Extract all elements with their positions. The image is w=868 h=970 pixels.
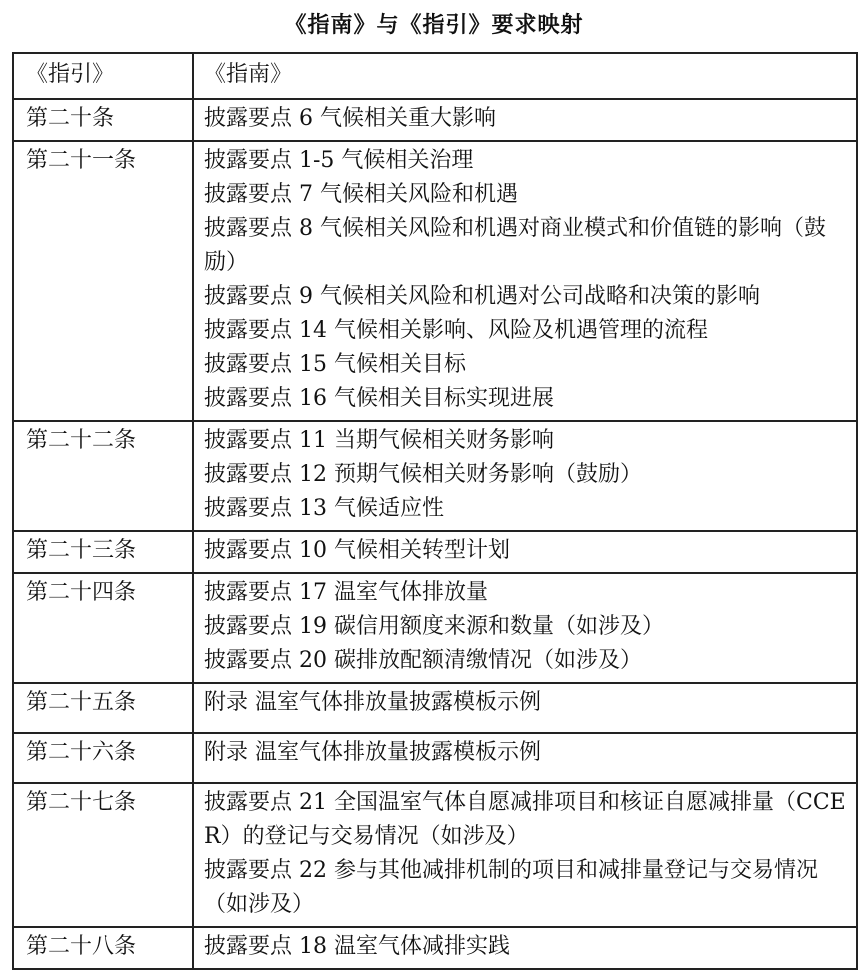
list-item: 披露要点 7 气候相关风险和机遇 — [204, 182, 518, 207]
page-title: 《指南》与《指引》要求映射 — [284, 12, 584, 38]
list-item: 披露要点 21 全国温室气体自愿减排项目和核证自愿减排量（CCER）的登记与交易情况（如涉及） — [204, 790, 846, 849]
table-row — [13, 421, 857, 531]
items-cell — [193, 573, 857, 683]
list-item: 披露要点 22 参与其他减排机制的项目和减排量登记与交易情况（如涉及） — [204, 858, 818, 917]
items-cell — [193, 683, 857, 733]
article-cell: 第二十四条 — [13, 573, 193, 683]
table-row — [13, 683, 857, 733]
article-cell: 第二十六条 — [13, 733, 193, 783]
header-cell-guide: 《指南》 — [193, 53, 857, 99]
list-item: 披露要点 19 碳信用额度来源和数量（如涉及） — [204, 614, 664, 639]
items-cell — [193, 141, 857, 421]
article-cell: 第二十三条 — [13, 531, 193, 573]
items-cell — [193, 99, 857, 141]
table-row — [13, 927, 857, 969]
table-row — [13, 573, 857, 683]
table-row — [13, 531, 857, 573]
article-cell: 第二十一条 — [13, 141, 193, 421]
article-cell: 第二十七条 — [13, 783, 193, 927]
mapping-table — [12, 52, 858, 970]
list-item: 披露要点 11 当期气候相关财务影响 — [204, 428, 554, 453]
list-item: 披露要点 13 气候适应性 — [204, 496, 444, 521]
items-cell — [193, 531, 857, 573]
article-cell: 第二十二条 — [13, 421, 193, 531]
list-item: 披露要点 10 气候相关转型计划 — [204, 538, 510, 563]
list-item: 附录 温室气体排放量披露模板示例 — [204, 740, 541, 765]
table-row — [13, 733, 857, 783]
list-item: 披露要点 18 温室气体减排实践 — [204, 934, 510, 959]
list-item: 披露要点 15 气候相关目标 — [204, 352, 466, 377]
list-item: 披露要点 6 气候相关重大影响 — [204, 106, 496, 131]
items-cell — [193, 783, 857, 927]
article-cell: 第二十八条 — [13, 927, 193, 969]
items-cell — [193, 421, 857, 531]
items-cell — [193, 927, 857, 969]
list-item: 披露要点 17 温室气体排放量 — [204, 580, 488, 605]
article-cell: 第二十条 — [13, 99, 193, 141]
list-item: 披露要点 1-5 气候相关治理 — [204, 148, 474, 173]
list-item: 披露要点 16 气候相关目标实现进展 — [204, 386, 554, 411]
article-cell: 第二十五条 — [13, 683, 193, 733]
list-item: 披露要点 14 气候相关影响、风险及机遇管理的流程 — [204, 318, 708, 343]
items-cell — [193, 733, 857, 783]
list-item: 披露要点 8 气候相关风险和机遇对商业模式和价值链的影响（鼓励） — [204, 216, 826, 275]
header-cell-guideline: 《指引》 — [13, 53, 193, 99]
table-row — [13, 99, 857, 141]
table-row — [13, 141, 857, 421]
list-item: 披露要点 20 碳排放配额清缴情况（如涉及） — [204, 648, 642, 673]
list-item: 披露要点 9 气候相关风险和机遇对公司战略和决策的影响 — [204, 284, 760, 309]
table-header-row — [13, 53, 857, 99]
list-item: 附录 温室气体排放量披露模板示例 — [204, 690, 541, 715]
table-row — [13, 783, 857, 927]
list-item: 披露要点 12 预期气候相关财务影响（鼓励） — [204, 462, 642, 487]
